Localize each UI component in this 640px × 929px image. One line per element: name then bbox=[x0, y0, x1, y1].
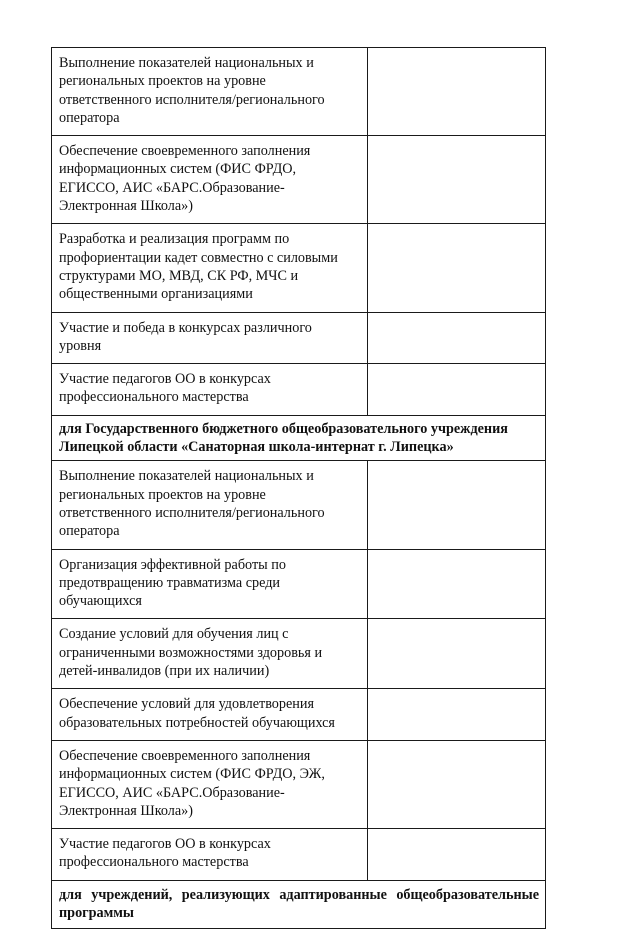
section-heading: для учреждений, реализующих адаптированные общеобразовательные программы bbox=[52, 880, 546, 929]
criterion-value-cell bbox=[368, 689, 546, 741]
criterion-value-cell bbox=[368, 48, 546, 136]
criterion-label: Участие и победа в конкурсах различного уровня bbox=[52, 312, 368, 364]
section-header-row bbox=[52, 880, 546, 929]
criteria-row bbox=[52, 312, 546, 364]
criterion-value-cell bbox=[368, 740, 546, 828]
section-header-row bbox=[52, 415, 546, 461]
criteria-row bbox=[52, 364, 546, 416]
section-heading: для Государственного бюджетного общеобразовательного учреждения Липецкой области «Санаторная школа-интернат г. Липецка» bbox=[52, 415, 546, 461]
criterion-label: Выполнение показателей национальных и региональных проектов на уровне ответственного исполнителя/регионального оператора bbox=[52, 48, 368, 136]
criteria-row bbox=[52, 619, 546, 689]
criterion-label: Разработка и реализация программ по профориентации кадет совместно с силовыми структурами МО, МВД, СК РФ, МЧС и общественными организациями bbox=[52, 224, 368, 312]
criteria-table bbox=[51, 47, 546, 929]
criterion-value-cell bbox=[368, 312, 546, 364]
criterion-label: Участие педагогов ОО в конкурсах профессионального мастерства bbox=[52, 829, 368, 881]
criterion-value-cell bbox=[368, 829, 546, 881]
criterion-value-cell bbox=[368, 364, 546, 416]
criterion-value-cell bbox=[368, 461, 546, 549]
criterion-value-cell bbox=[368, 136, 546, 224]
criteria-row bbox=[52, 740, 546, 828]
criteria-table-body bbox=[52, 48, 546, 929]
criterion-value-cell bbox=[368, 549, 546, 619]
criterion-label: Обеспечение своевременного заполнения информационных систем (ФИС ФРДО, ЭЖ, ЕГИССО, АИС «БАРС.Образование- Электронная Школа») bbox=[52, 740, 368, 828]
criteria-row bbox=[52, 549, 546, 619]
criteria-row bbox=[52, 48, 546, 136]
criterion-label: Участие педагогов ОО в конкурсах профессионального мастерства bbox=[52, 364, 368, 416]
criteria-row bbox=[52, 689, 546, 741]
criteria-row bbox=[52, 224, 546, 312]
criterion-value-cell bbox=[368, 224, 546, 312]
criterion-label: Обеспечение своевременного заполнения информационных систем (ФИС ФРДО, ЕГИССО, АИС «БАРС.Образование- Электронная Школа») bbox=[52, 136, 368, 224]
criteria-row bbox=[52, 136, 546, 224]
criterion-label: Выполнение показателей национальных и региональных проектов на уровне ответственного исполнителя/регионального оператора bbox=[52, 461, 368, 549]
criterion-label: Создание условий для обучения лиц с ограниченными возможностями здоровья и детей-инвалидов (при их наличии) bbox=[52, 619, 368, 689]
criterion-label: Организация эффективной работы по предотвращению травматизма среди обучающихся bbox=[52, 549, 368, 619]
criteria-row bbox=[52, 461, 546, 549]
criterion-label: Обеспечение условий для удовлетворения образовательных потребностей обучающихся bbox=[52, 689, 368, 741]
criterion-value-cell bbox=[368, 619, 546, 689]
criteria-row bbox=[52, 829, 546, 881]
